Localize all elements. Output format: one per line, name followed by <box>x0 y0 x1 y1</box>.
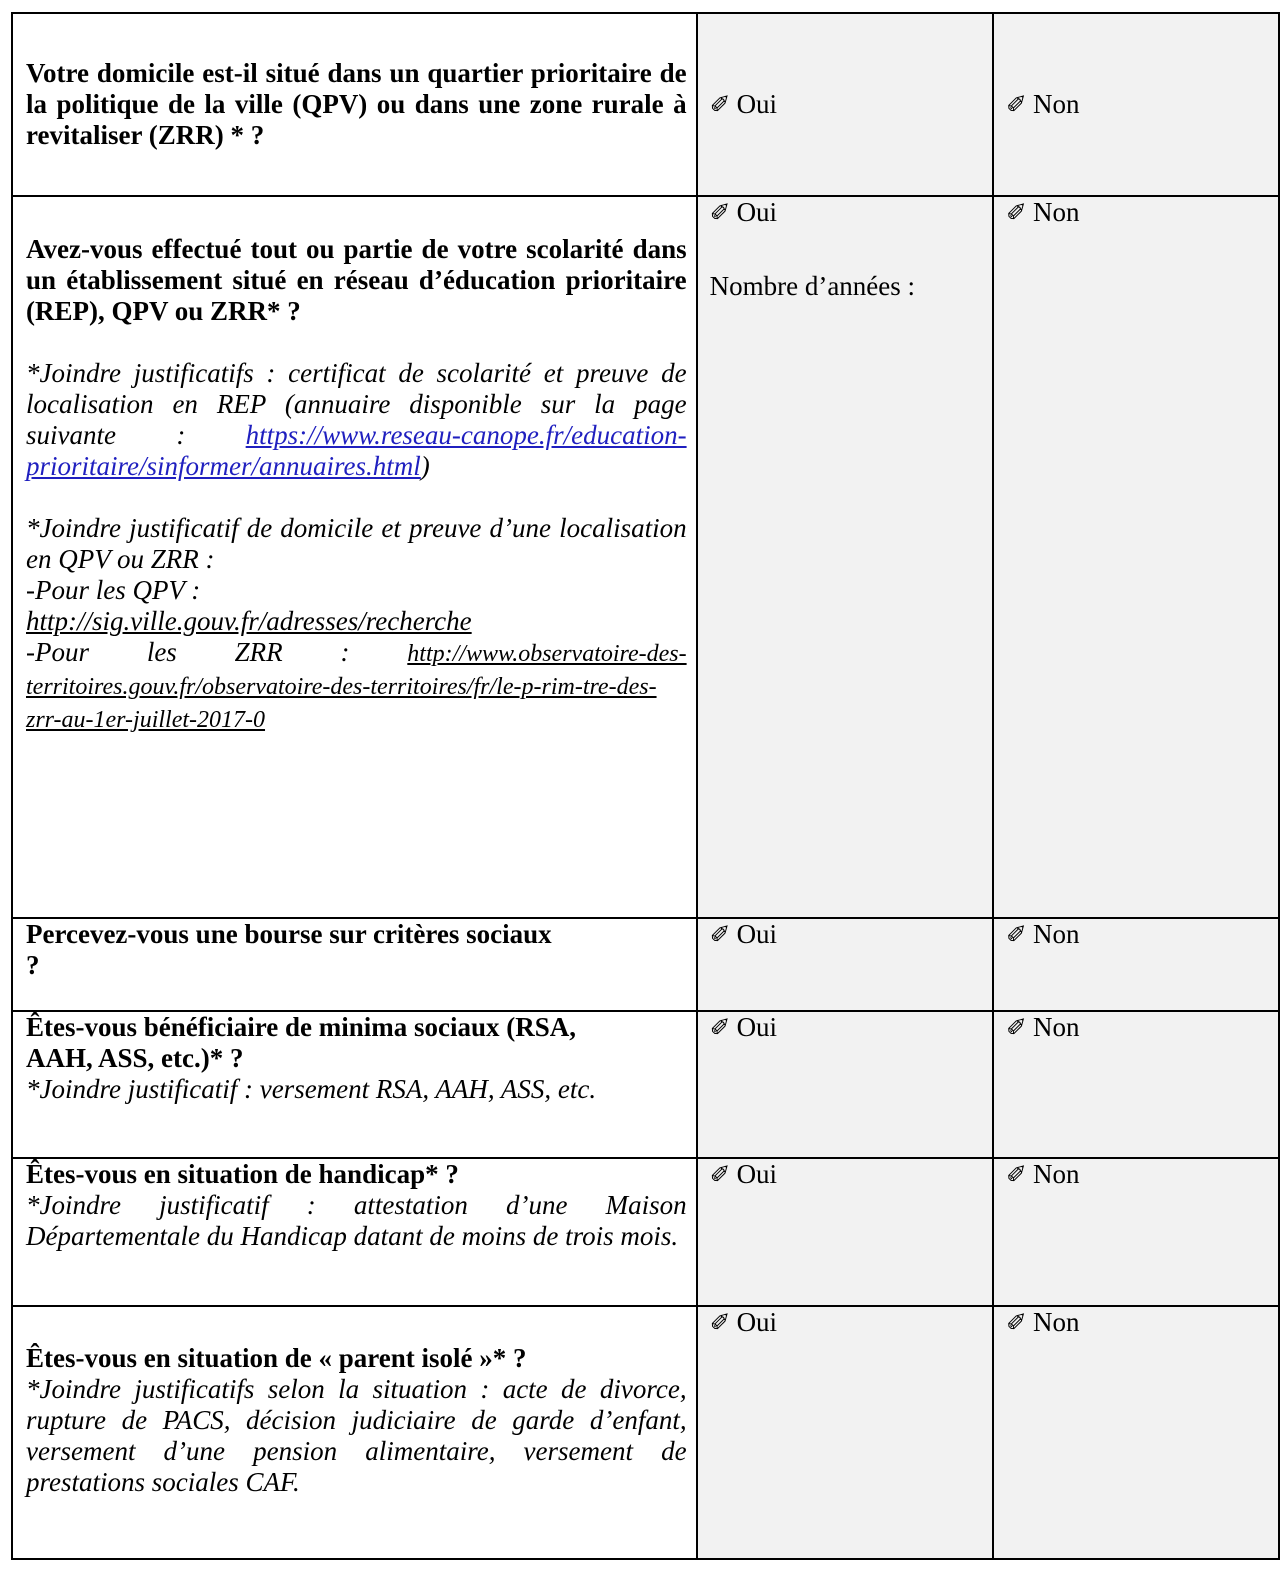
option-label: Oui <box>736 1159 778 1189</box>
option-oui-cell[interactable] <box>697 196 993 918</box>
option-oui[interactable] <box>698 1307 992 1339</box>
pencil-icon: ✐ <box>1006 922 1027 949</box>
table-row <box>12 1158 1279 1306</box>
link-annuaires[interactable]: https://www.reseau-canope.fr/education-prioritaire/sinformer/annuaires.html <box>26 420 687 481</box>
option-non[interactable] <box>994 197 1278 229</box>
note-rep <box>26 358 687 482</box>
pencil-icon: ✐ <box>1006 91 1027 119</box>
question-cell <box>12 1011 697 1158</box>
question-cell <box>12 918 697 1011</box>
table-row <box>12 196 1279 918</box>
option-oui[interactable] <box>698 197 992 229</box>
option-label: Non <box>1032 919 1080 949</box>
option-non-cell[interactable] <box>993 918 1279 1011</box>
pencil-icon: ✐ <box>1006 200 1027 227</box>
table-row <box>12 918 1279 1011</box>
option-label: Non <box>1032 88 1080 119</box>
question-qpv-zrr: Votre domicile est-il situé dans un quartier prioritaire de la politique de la ville (QPV) ou dans une zone rurale à revitaliser (ZRR) * ? <box>26 58 687 150</box>
pencil-icon: ✐ <box>709 922 731 949</box>
option-label: Non <box>1032 1159 1080 1189</box>
table-row <box>12 1011 1279 1158</box>
option-non[interactable] <box>994 1012 1278 1044</box>
option-oui-cell[interactable] <box>697 1011 993 1158</box>
option-non-cell[interactable] <box>993 196 1279 918</box>
option-label: Oui <box>736 88 778 119</box>
note-minima-sociaux: *Joindre justificatif : versement RSA, AAH, ASS, etc. <box>26 1074 597 1104</box>
table-row <box>12 13 1279 196</box>
years-count-label: Nombre d’années : <box>709 271 916 301</box>
option-non-cell[interactable] <box>993 1158 1279 1306</box>
option-oui[interactable] <box>698 1012 992 1044</box>
option-oui[interactable] <box>698 1159 992 1191</box>
option-oui-cell[interactable] <box>697 1306 993 1559</box>
question-cell <box>12 13 697 196</box>
option-oui-cell[interactable] <box>697 13 993 196</box>
pencil-icon: ✐ <box>709 91 731 119</box>
option-non[interactable] <box>994 1307 1278 1339</box>
pencil-icon: ✐ <box>1006 1310 1027 1337</box>
note-handicap: *Joindre justificatif : attestation d’une Maison Départementale du Handicap datant de moins de trois mois. <box>26 1190 687 1251</box>
note-text: *Joindre justificatif de domicile et preuve d’une localisation en QPV ou ZRR : <box>26 513 687 574</box>
note-text: *Joindre justificatifs : certificat de scolarité et preuve de localisation en REP (annuaire disponible sur la page suivante : <box>26 358 687 450</box>
question-handicap: Êtes-vous en situation de handicap* ? <box>26 1159 459 1189</box>
option-non-cell[interactable] <box>993 1011 1279 1158</box>
option-oui-cell[interactable] <box>697 918 993 1011</box>
option-label: Non <box>1032 197 1080 227</box>
option-label: Non <box>1032 1012 1080 1042</box>
option-label: Oui <box>736 197 778 227</box>
option-label: Non <box>1032 1307 1080 1337</box>
question-parent-isole: Êtes-vous en situation de « parent isolé »* ? <box>26 1343 527 1373</box>
table-row <box>12 1306 1279 1559</box>
option-label: Oui <box>736 919 778 949</box>
option-oui-cell[interactable] <box>697 1158 993 1306</box>
pencil-icon: ✐ <box>709 1162 731 1189</box>
question-minima-sociaux: Êtes-vous bénéficiaire de minima sociaux (RSA, AAH, ASS, etc.)* ? <box>26 1012 576 1073</box>
pencil-icon: ✐ <box>1006 1015 1027 1042</box>
question-cell <box>12 1306 697 1559</box>
note-text: ) <box>420 451 430 481</box>
option-label: Oui <box>736 1307 778 1337</box>
option-oui[interactable] <box>698 89 992 121</box>
question-cell <box>12 1158 697 1306</box>
question-cell <box>12 196 697 918</box>
zrr-label: -Pour les ZRR : <box>26 637 350 667</box>
note-parent-isole: *Joindre justificatifs selon la situation : acte de divorce, rupture de PACS, décision judiciaire de garde d’enfant, versement d’une pension alimentaire, versement de prestations sociales CAF. <box>26 1374 687 1497</box>
qpv-label: -Pour les QPV : <box>26 575 201 605</box>
pencil-icon: ✐ <box>1006 1162 1027 1189</box>
question-scolarite: Avez-vous effectué tout ou partie de votre scolarité dans un établissement situé en réseau d’éducation prioritaire (REP), QPV ou ZRR* ? <box>26 234 687 326</box>
eligibility-form-table <box>11 12 1280 1560</box>
option-label: Oui <box>736 1012 778 1042</box>
option-non-cell[interactable] <box>993 1306 1279 1559</box>
pencil-icon: ✐ <box>709 1310 731 1337</box>
pencil-icon: ✐ <box>709 200 731 227</box>
option-non-cell[interactable] <box>993 13 1279 196</box>
option-non[interactable] <box>994 1159 1278 1191</box>
option-non[interactable] <box>994 89 1278 121</box>
pencil-icon: ✐ <box>709 1015 731 1042</box>
link-qpv[interactable]: http://sig.ville.gouv.fr/adresses/recherche <box>26 606 472 636</box>
note-qpv-zrr <box>26 513 687 736</box>
link-zrr[interactable]: http://www.observatoire-des-territoires.gouv.fr/observatoire-des-territoires/fr/le-p-rim-tre-des-zrr-au-1er-juillet-2017-0 <box>26 641 687 733</box>
question-bourse: Percevez-vous une bourse sur critères sociaux ? <box>26 919 552 980</box>
option-oui[interactable] <box>698 919 992 951</box>
option-non[interactable] <box>994 919 1278 951</box>
